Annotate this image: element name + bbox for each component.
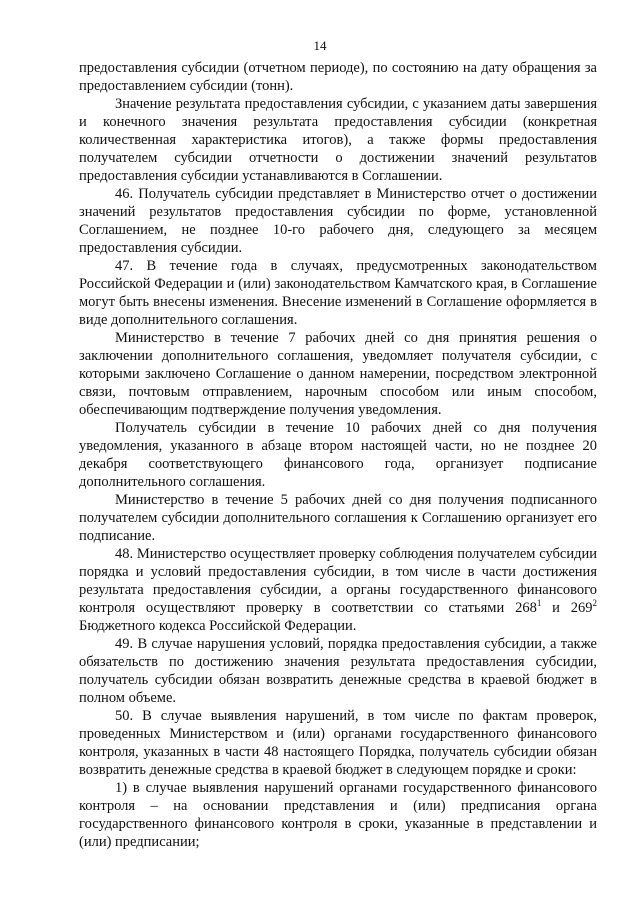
paragraph: 49. В случае нарушения условий, порядка предоставления субсидии, а также обязательств по достижению значения результата предоставления субсидии, получатель субсидии обязан возвратить денежные средства в краевой бюджет в полном объеме. <box>79 636 597 706</box>
paragraph: предоставления субсидии (отчетном периоде), по состоянию на дату обращения за предоставлением субсидии (тонн). <box>79 60 597 94</box>
paragraph-48 <box>79 545 597 635</box>
paragraph: 1) в случае выявления нарушений органами государственного финансового контроля – на основании представления и (или) предписания органа государственного финансового контроля в сроки, указанные в представлении и (или) предписании; <box>79 780 597 850</box>
paragraph: 50. В случае выявления нарушений, в том числе по фактам проверок, проведенных Министерством и (или) органами государственного финансового контроля, указанных в части 48 настоящего Порядка, получатель субсидии обязан возвратить денежные средства в краевой бюджет в следующем порядке и сроки: <box>79 708 597 778</box>
paragraph-48-tail: Бюджетного кодекса Российской Федерации. <box>79 618 357 634</box>
superscript-1: 1 <box>536 598 542 609</box>
paragraph: Министерство в течение 5 рабочих дней со дня получения подписанного получателем субсидии дополнительного соглашения к Соглашению организует его подписание. <box>79 492 597 544</box>
paragraph: 46. Получатель субсидии представляет в Министерство отчет о достижении значений результатов предоставления субсидии по форме, установленной Соглашением, не позднее 10-го рабочего дня, следующего за месяцем предоставления субсидии. <box>79 186 597 256</box>
page-number: 14 <box>313 38 327 53</box>
paragraph-48-mid: и 269 <box>541 600 593 616</box>
superscript-2: 2 <box>592 598 598 609</box>
paragraph: Получатель субсидии в течение 10 рабочих дней со дня получения уведомления, указанного в абзаце втором настоящей части, но не позднее 20 декабря соответствующего финансового года, организует подписание дополнительного соглашения. <box>79 420 597 490</box>
document-body <box>79 59 597 851</box>
paragraph: Министерство в течение 7 рабочих дней со дня принятия решения о заключении дополнительного соглашения, уведомляет получателя субсидии, с которыми заключено Соглашение о данном намерении, посредством электронной связи, почтовым отправлением, нарочным способом или иным способом, обеспечивающим подтверждение получения уведомления. <box>79 330 597 418</box>
paragraph-48-text: 48. Министерство осуществляет проверку соблюдения получателем субсидии порядка и условий предоставления субсидии, в том числе в части достижения результата предоставления субсидии, а органы государственного финансового контроля осуществляют проверку в соответствии со статьями 268 <box>79 546 597 616</box>
paragraph: 47. В течение года в случаях, предусмотренных законодательством Российской Федерации и (или) законодательством Камчатского края, в Соглашение могут быть внесены изменения. Внесение изменений в Соглашение оформляется в виде дополнительного соглашения. <box>79 258 597 328</box>
paragraph: Значение результата предоставления субсидии, с указанием даты завершения и конечного значения результата предоставления субсидии (конкретная количественная характеристика итогов), а также формы предоставления получателем субсидии отчетности о достижении значений результатов предоставления субсидии устанавливаются в Соглашении. <box>79 96 597 184</box>
